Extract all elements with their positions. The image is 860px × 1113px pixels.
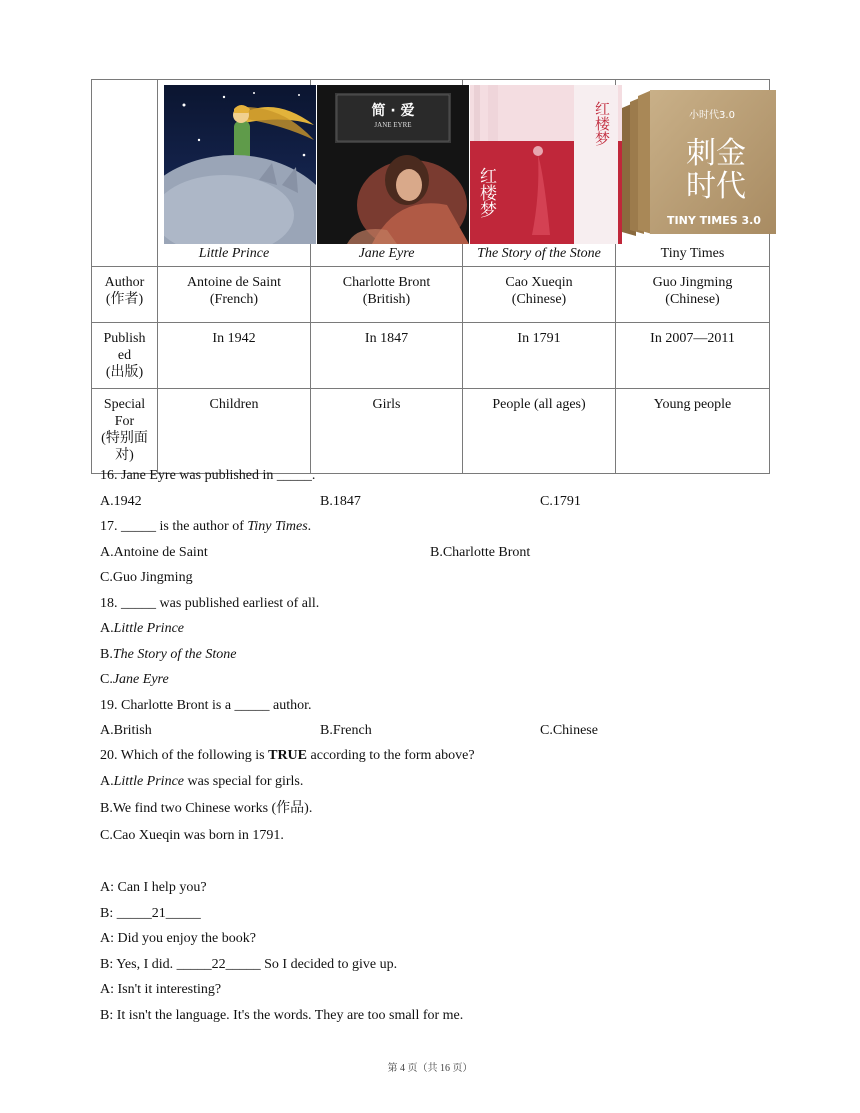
dialogue-line: A: Did you enjoy the book? bbox=[100, 931, 256, 946]
q19-option-c: C.Chinese bbox=[540, 723, 598, 738]
q17-option-b: B.Charlotte Bront bbox=[430, 545, 531, 560]
author-cell: Guo Jingming (Chinese) bbox=[616, 267, 770, 323]
published-cell: In 1847 bbox=[311, 323, 463, 389]
author-cell: Cao Xueqin (Chinese) bbox=[463, 267, 616, 323]
tiny-en-title: TINY TIMES 3.0 bbox=[667, 214, 761, 227]
book-title: Jane Eyre bbox=[358, 246, 415, 261]
tiny-times-cover bbox=[622, 88, 778, 236]
published-cell: In 1942 bbox=[158, 323, 311, 389]
book-title: Tiny Times bbox=[660, 246, 725, 261]
q16-option-b: B.1847 bbox=[320, 494, 361, 509]
q19-option-b: B.French bbox=[320, 723, 372, 738]
author-row bbox=[92, 267, 770, 323]
q18-option-b: B.The Story of the Stone bbox=[100, 647, 237, 662]
stone-cn-title-right: 红楼梦 bbox=[593, 101, 611, 146]
q20-stem: 20. Which of the following is TRUE according to the form above? bbox=[100, 748, 475, 763]
special-cell: Children bbox=[158, 389, 311, 474]
row-head-published: Publish ed (出版) bbox=[92, 323, 158, 389]
book-title: Little Prince bbox=[198, 246, 270, 261]
dialogue-line: B: It isn't the language. It's the words. They are too small for me. bbox=[100, 1008, 464, 1023]
q19-stem: 19. Charlotte Bront is a _____ author. bbox=[100, 698, 312, 713]
q20-option-b: B.We find two Chinese works (作品). bbox=[100, 801, 313, 816]
stone-cn-title-left: 红楼梦 bbox=[476, 167, 496, 218]
q18-stem: 18. _____ was published earliest of all. bbox=[100, 596, 320, 611]
special-cell: Girls bbox=[311, 389, 463, 474]
published-cell: In 1791 bbox=[463, 323, 616, 389]
page-footer: 第 4 页（共 16 页） bbox=[387, 1063, 473, 1074]
corner-cell bbox=[92, 80, 158, 267]
jane-eyre-cover bbox=[317, 85, 469, 244]
q20-option-a: A.Little Prince was special for girls. bbox=[100, 774, 304, 789]
published-cell: In 2007—2011 bbox=[616, 323, 770, 389]
row-head-special: Special For (特别面 对) bbox=[92, 389, 158, 474]
tiny-top-text: 小时代3.0 bbox=[689, 110, 735, 121]
special-row bbox=[92, 389, 770, 474]
tiny-cn-title-2: 时代 bbox=[686, 169, 746, 204]
eyre-cn-title: 简 · 爱 bbox=[371, 103, 415, 119]
tiny-cn-title-1: 刺金 bbox=[686, 136, 746, 171]
dialogue-line: A: Can I help you? bbox=[100, 880, 207, 895]
special-cell: Young people bbox=[616, 389, 770, 474]
q17-stem: 17. _____ is the author of Tiny Times. bbox=[100, 519, 312, 534]
q17-option-a: A.Antoine de Saint bbox=[100, 545, 208, 560]
q16-stem: 16. Jane Eyre was published in _____. bbox=[100, 468, 316, 483]
little-prince-cover bbox=[164, 85, 316, 244]
q16-option-c: C.1791 bbox=[540, 494, 581, 509]
q20-option-c: C.Cao Xueqin was born in 1791. bbox=[100, 828, 284, 843]
q18-option-a: A.Little Prince bbox=[100, 621, 185, 636]
author-cell: Charlotte Bront (British) bbox=[311, 267, 463, 323]
dialogue-line: A: Isn't it interesting? bbox=[100, 982, 222, 997]
q16-option-a: A.1942 bbox=[100, 494, 142, 509]
author-cell: Antoine de Saint (French) bbox=[158, 267, 311, 323]
special-cell: People (all ages) bbox=[463, 389, 616, 474]
dialogue-line: B: Yes, I did. _____22_____ So I decided to give up. bbox=[100, 957, 398, 972]
row-head-author: Author (作者) bbox=[92, 267, 158, 323]
q19-option-a: A.British bbox=[100, 723, 152, 738]
q18-option-c: C.Jane Eyre bbox=[100, 672, 169, 687]
q17-option-c: C.Guo Jingming bbox=[100, 570, 193, 585]
story-of-the-stone-cover bbox=[470, 85, 622, 244]
published-row bbox=[92, 323, 770, 389]
eyre-en-title: JANE EYRE bbox=[374, 121, 412, 129]
dialogue-line: B: _____21_____ bbox=[100, 906, 201, 921]
book-title: The Story of the Stone bbox=[477, 246, 601, 261]
